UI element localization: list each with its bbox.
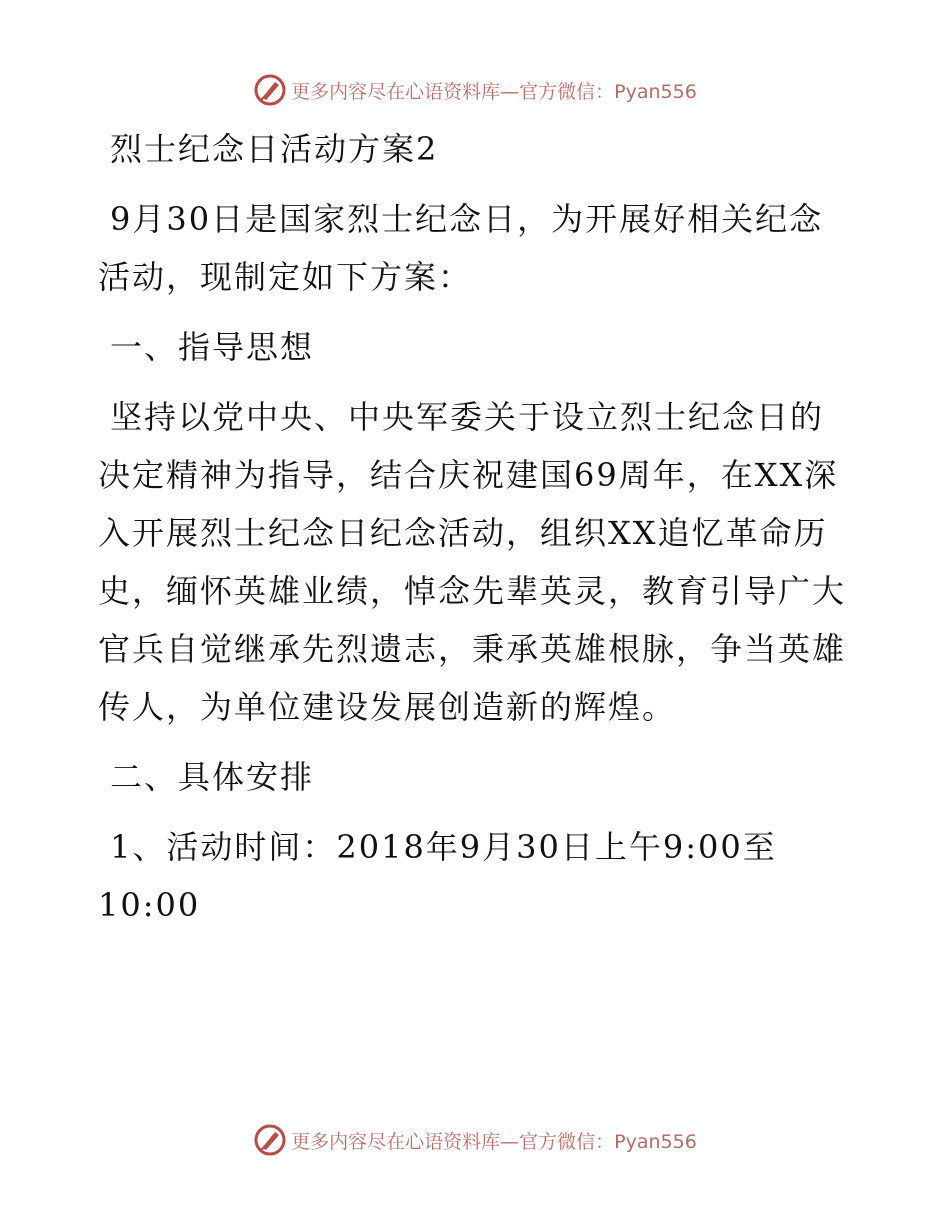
intro-line-1: 9月30日是国家烈士纪念日，为开展好相关纪念 (110, 200, 824, 238)
intro-line-2: 活动，现制定如下方案： (98, 258, 473, 296)
section1-heading: 一、指导思想 (110, 328, 315, 366)
document-title: 烈士纪念日活动方案2 (110, 130, 439, 168)
section2-heading: 二、具体安排 (110, 758, 315, 796)
section1-line-1: 坚持以党中央、中央军委关于设立烈士纪念日的 (110, 398, 825, 436)
section1-line-3: 入开展烈士纪念日纪念活动，组织XX追忆革命历 (98, 514, 828, 552)
watermark-wechat-id: Pyan556 (614, 1130, 697, 1153)
quill-pen-circle-icon (253, 73, 287, 107)
watermark-text (291, 1127, 697, 1154)
quill-pen-circle-icon (253, 1123, 287, 1157)
watermark-text (291, 77, 697, 104)
watermark-text-cn: 更多内容尽在心语资料库—官方微信： (291, 80, 615, 103)
section1-line-5: 官兵自觉继承先烈遗志，秉承英雄根脉，争当英雄 (98, 630, 847, 668)
watermark-wechat-id: Pyan556 (614, 80, 697, 103)
item1-line-1: 1、活动时间：2018年9月30日上午9:00至 (110, 828, 777, 866)
header-watermark (0, 72, 950, 108)
section1-line-4: 史，缅怀英雄业绩，悼念先辈英灵，教育引导广大 (98, 572, 847, 610)
section1-line-6: 传人，为单位建设发展创造新的辉煌。 (98, 688, 677, 726)
item1-line-2: 10:00 (98, 886, 201, 924)
watermark-text-cn: 更多内容尽在心语资料库—官方微信： (291, 1130, 615, 1153)
document-body (98, 120, 858, 934)
footer-watermark (0, 1122, 950, 1158)
section1-line-2: 决定精神为指导，结合庆祝建国69周年，在XX深 (98, 456, 839, 494)
